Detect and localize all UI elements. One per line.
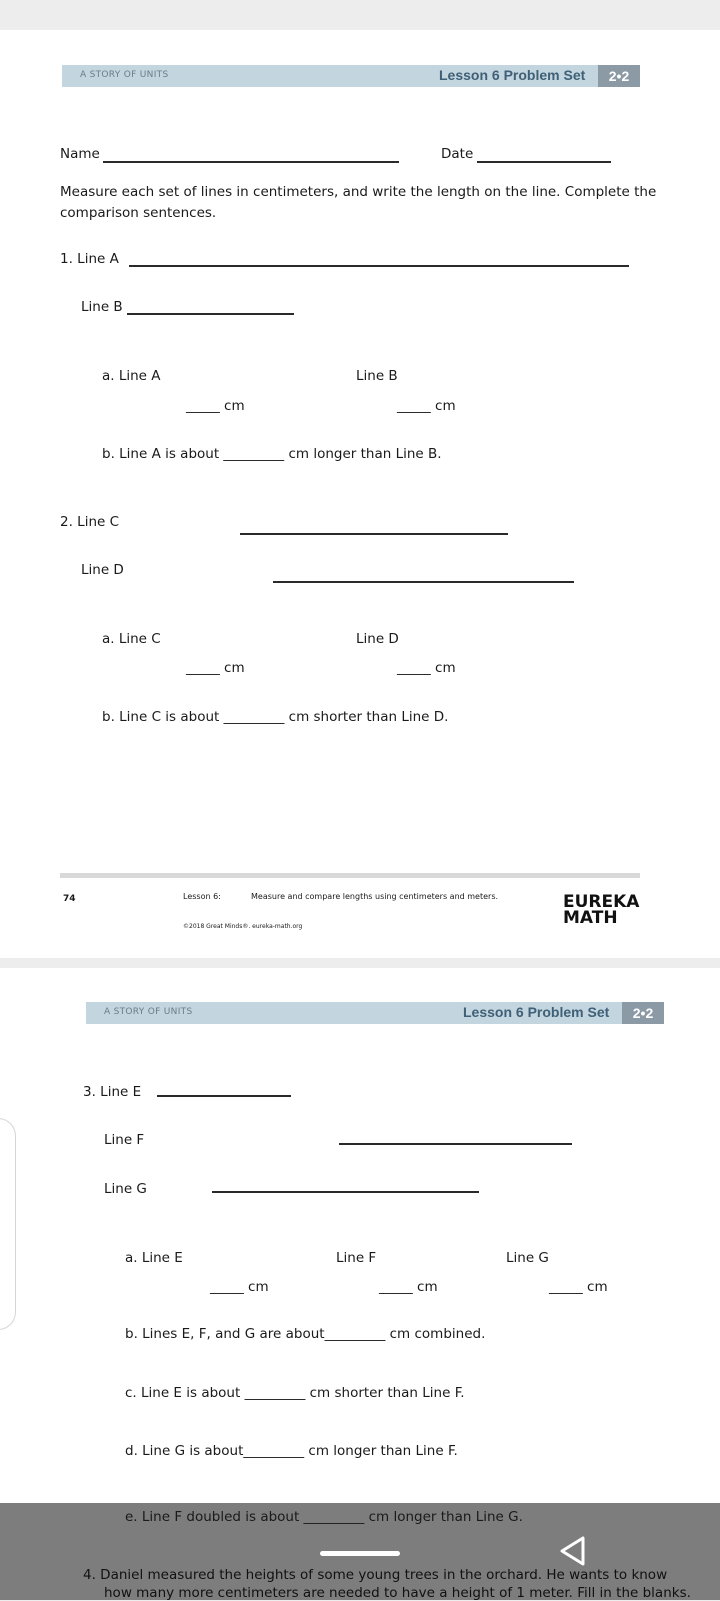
q2a-line-d: Line D [356,631,399,647]
q4-text-cont: how many more centimeters are needed to have a height of 1 meter. Fill in the blanks. [104,1585,691,1601]
q1a-line-b: Line B [356,368,398,384]
footer-lesson: Lesson 6: [183,892,221,901]
back-icon[interactable] [556,1534,590,1568]
series-label: A STORY OF UNITS [80,70,169,80]
line-c [240,533,508,535]
q2-line-d-label: Line D [81,562,124,578]
lesson-title: Lesson 6 Problem Set [463,1004,610,1020]
q4-text: 4. Daniel measured the heights of some young trees in the orchard. He wants to know [83,1567,668,1583]
q3c-sentence[interactable]: c. Line E is about _________ cm shorter than Line F. [125,1385,465,1401]
instructions-cont: comparison sentences. [60,205,217,221]
line-f [339,1143,572,1145]
q3b-sentence[interactable]: b. Lines E, F, and G are about_________ cm combined. [125,1326,486,1342]
q3a-answer-e[interactable]: _____ cm [210,1279,269,1295]
q1a-line-a: a. Line A [102,368,161,384]
q3a-answer-f[interactable]: _____ cm [379,1279,438,1295]
q2a-line-c: a. Line C [102,631,161,647]
q3a-answer-g[interactable]: _____ cm [549,1279,608,1295]
q3a-line-e: a. Line E [125,1250,183,1266]
grade-badge: 2•2 [622,1002,664,1024]
page-number: 74 [63,894,76,904]
q3-line-f-label: Line F [104,1132,145,1148]
q1b-sentence[interactable]: b. Line A is about _________ cm longer than Line B. [102,446,442,462]
home-pill[interactable] [320,1551,400,1556]
footer-lesson-desc: Measure and compare lengths using centimeters and meters. [251,892,499,901]
name-label: Name [60,146,100,162]
q2b-sentence[interactable]: b. Line C is about _________ cm shorter than Line D. [102,709,449,725]
date-blank[interactable] [477,161,611,163]
name-blank[interactable] [103,161,399,163]
date-label: Date [441,146,474,162]
q3a-line-f: Line F [336,1250,377,1266]
q1-line-a-label: 1. Line A [60,251,119,267]
q1-line-b-label: Line B [81,299,123,315]
side-panel-handle[interactable] [0,1118,16,1330]
q3d-sentence[interactable]: d. Line G is about_________ cm longer than Line F. [125,1443,458,1459]
page-header [86,1002,664,1024]
q3-line-g-label: Line G [104,1181,147,1197]
q3e-sentence[interactable]: e. Line F doubled is about _________ cm longer than Line G. [125,1509,523,1525]
line-d [273,581,574,583]
line-a [129,265,629,267]
footer-copyright: ©2018 Great Minds®. eureka-math.org [183,923,303,930]
line-b [127,313,294,315]
q3-line-e-label: 3. Line E [83,1084,142,1100]
lesson-title: Lesson 6 Problem Set [439,67,586,83]
eureka-math-logo: EUREKA MATH [563,892,640,928]
q2-line-c-label: 2. Line C [60,514,120,530]
footer-rule [60,873,640,878]
q2a-answer-c[interactable]: _____ cm [186,660,245,676]
worksheet-page-1 [0,30,720,958]
q2a-answer-d[interactable]: _____ cm [397,660,456,676]
grade-badge: 2•2 [598,65,640,87]
q1a-answer-a[interactable]: _____ cm [186,398,245,414]
line-e [157,1095,291,1097]
line-g [212,1191,479,1193]
series-label: A STORY OF UNITS [104,1007,193,1017]
page-header [62,65,640,87]
q3a-line-g: Line G [506,1250,549,1266]
instructions: Measure each set of lines in centimeters, and write the length on the line. Complete the [60,184,657,200]
q1a-answer-b[interactable]: _____ cm [397,398,456,414]
